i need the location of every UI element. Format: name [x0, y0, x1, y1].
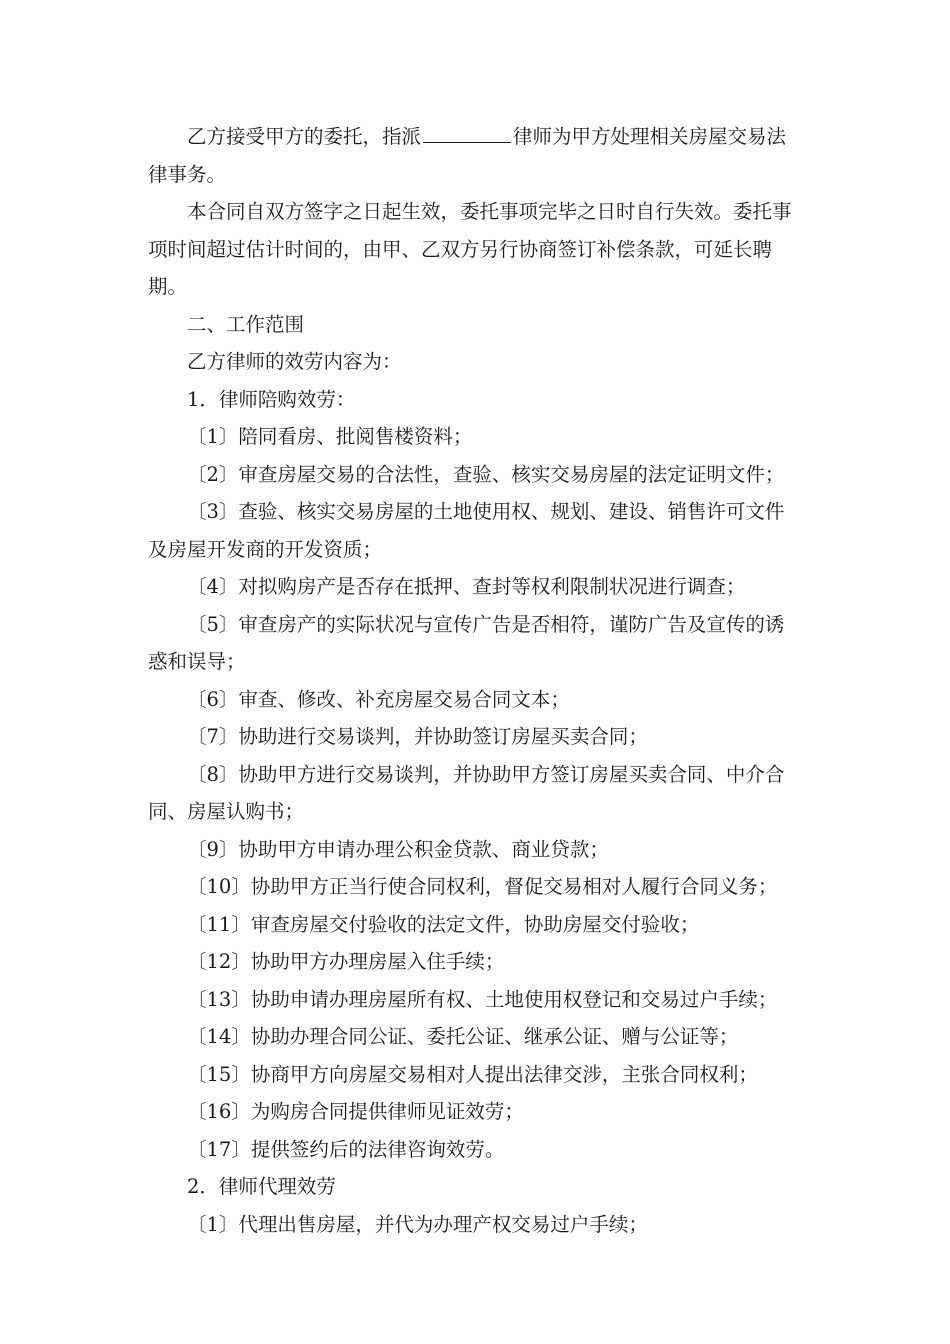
- paragraph-effective-term: 本合同自双方签字之日起生效，委托事项完毕之日时自行失效。委托事项时间超过估计时间的，由甲、乙双方另行协商签订补偿条款，可延长聘期。: [148, 200, 792, 298]
- appointment-text-end: 律师为甲方处理相关房屋交易法律事务。: [148, 125, 787, 186]
- subheading-purchase-services: 1．律师陪购效劳：: [187, 387, 356, 411]
- list-item: 〔7〕协助进行交易谈判，并协助签订房屋买卖合同；: [187, 725, 648, 748]
- list-item: 〔16〕为购房合同提供律师见证效劳；: [187, 1100, 524, 1123]
- list-item: 〔13〕协助申请办理房屋所有权、土地使用权登记和交易过户手续；: [187, 987, 778, 1011]
- lawyer-name-blank[interactable]: [423, 122, 511, 143]
- list-item: 〔12〕协助甲方办理房屋入住手续；: [187, 950, 505, 973]
- subheading-agency-services: 2．律师代理效劳: [187, 1175, 336, 1198]
- list-item: 〔1〕陪同看房、批阅售楼资料；: [187, 425, 473, 448]
- list-item: 〔5〕审查房产的实际状况与宣传广告是否相符，谨防广告及宣传的诱惑和误导；: [148, 612, 785, 673]
- section-heading-scope: 二、工作范围: [187, 312, 305, 336]
- list-item: 〔9〕协助甲方申请办理公积金贷款、商业贷款；: [187, 837, 609, 861]
- appointment-text-start: 乙方接受甲方的委托，指派: [187, 125, 422, 148]
- list-item: 〔2〕审查房屋交易的合法性，查验、核实交易房屋的法定证明文件；: [187, 462, 785, 486]
- list-item: 〔15〕协商甲方向房屋交易相对人提出法律交涉，主张合同权利；: [187, 1062, 758, 1086]
- list-item: 〔1〕代理出售房屋，并代为办理产权交易过户手续；: [187, 1212, 648, 1236]
- list-item: 〔6〕审查、修改、补充房屋交易合同文本；: [187, 687, 570, 711]
- list-item: 〔11〕审查房屋交付验收的法定文件，协助房屋交付验收；: [187, 912, 700, 936]
- list-item: 〔14〕协助办理合同公证、委托公证、继承公证、赠与公证等；: [187, 1025, 739, 1048]
- list-item: 〔4〕对拟购房产是否存在抵押、查封等权利限制状况进行调查；: [187, 575, 746, 598]
- list-item: 〔10〕协助甲方正当行使合同权利，督促交易相对人履行合同义务；: [187, 875, 778, 898]
- paragraph-services-intro: 乙方律师的效劳内容为：: [187, 350, 402, 373]
- list-item: 〔17〕提供签约后的法律咨询效劳。: [187, 1137, 505, 1161]
- paragraph-appointment: [148, 118, 800, 193]
- list-item: 〔8〕协助甲方进行交易谈判，并协助甲方签订房屋买卖合同、中介合同、房屋认购书；: [148, 762, 785, 823]
- document-body: [148, 118, 800, 1243]
- list-item: 〔3〕查验、核实交易房屋的土地使用权、规划、建设、销售许可文件及房屋开发商的开发资质；: [148, 500, 785, 561]
